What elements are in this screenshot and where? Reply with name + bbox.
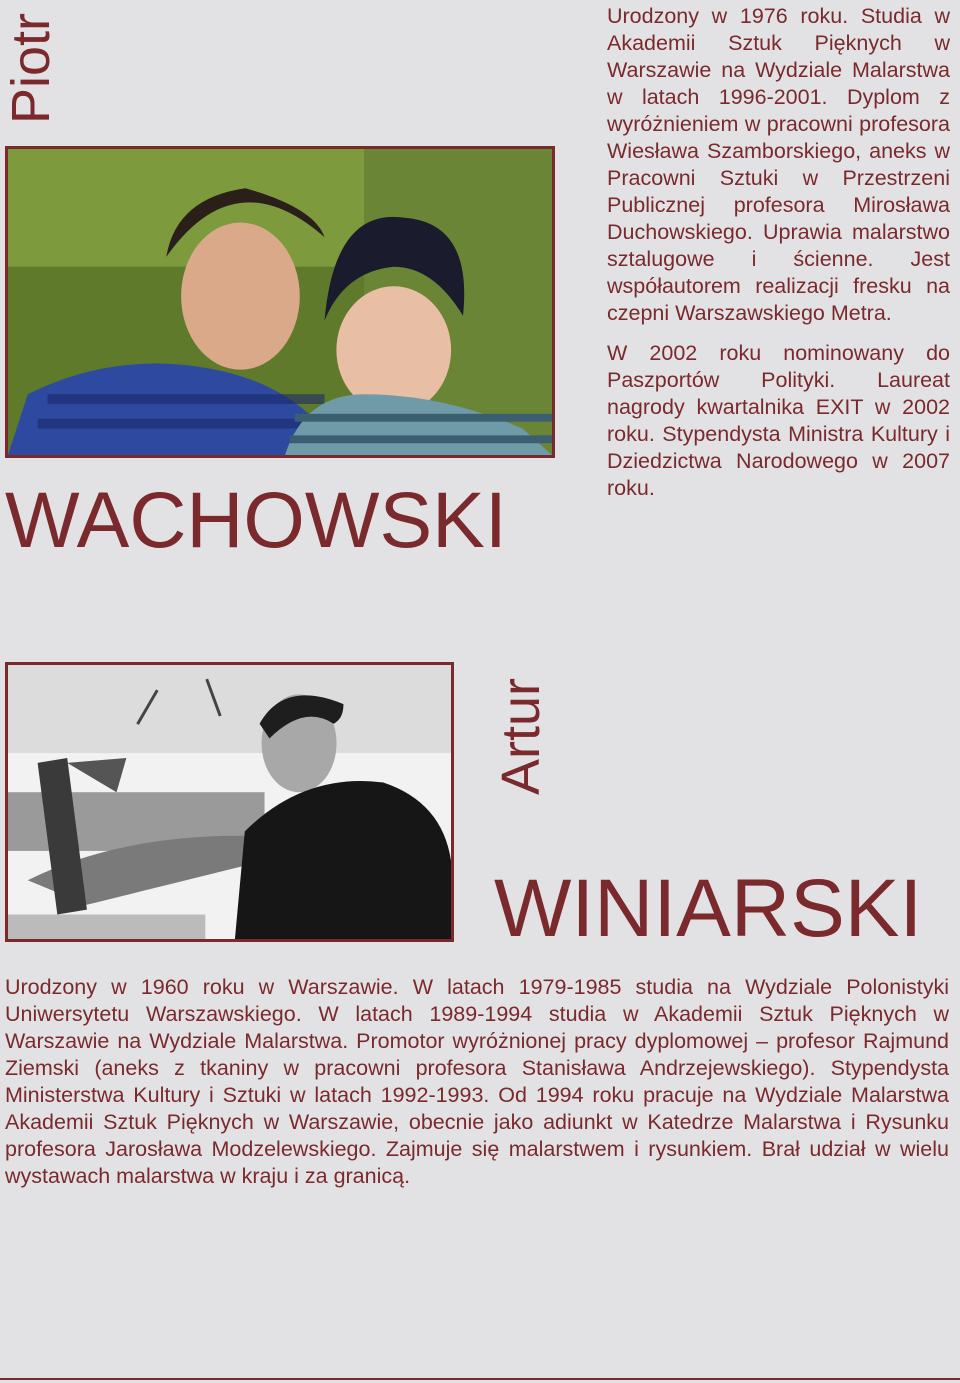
artist2-last-name: WINIARSKI (494, 863, 923, 954)
artist2-photo (5, 662, 454, 942)
bottom-divider (0, 1378, 960, 1380)
portrait-photo-icon (8, 665, 451, 939)
artist1-bio (607, 3, 950, 502)
artist1-bio-paragraph: W 2002 roku nominowany do Paszportów Polityki. Laureat nagrody kwartalnika EXIT w 2002 roku. Stypendysta Ministra Kultury i Dziedzictwa Narodowego w 2007 roku. (607, 341, 950, 500)
artist2-bio-paragraph: Urodzony w 1960 roku w Warszawie. W latach 1979-1985 studia na Wydziale Polonistyki Uniwersytetu Warszawskiego. W latach 1989-1994 studia w Akademii Sztuk Pięknych w Warszawie na Wydziale Malarstwa. Promotor wyróżnionej pracy dyplomowej – profesor Rajmund Ziemski (aneks z tkaniny w pracowni profesora Stanisława Andrzejewskiego). Stypendysta Ministerstwa Kultury i Sztuki w latach 1992-1993. Od 1994 roku pracuje na Wydziale Malarstwa Akademii Sztuk Pięknych w Warszawie, obecnie jako adiunkt w Katedrze Malarstwa i Rysunku profesora Jarosława Modzelewskiego. Zajmuje się malarstwem i rysunkiem. Brał udział w wielu wystawach malarstwa w kraju i za granicą. (5, 975, 949, 1188)
artist1-first-name: Piotr (1, 12, 61, 124)
artist1-last-name: WACHOWSKI (5, 475, 507, 564)
artist1-photo (5, 146, 555, 458)
artist1-bio-paragraph: Urodzony w 1976 roku. Studia w Akademii Sztuk Pięknych w Warszawie na Wydziale Malarstwa w latach 1996-2001. Dyplom z wyróżnieniem w pracowni profesora Wiesława Szamborskiego, aneks w Pracowni Sztuki w Przestrzeni Publicznej profesora Mirosława Duchowskiego. Uprawia malarstwo sztalugowe i ścienne. Jest współautorem realizacji fresku na czepni Warszawskiego Metra. (607, 4, 950, 325)
portrait-photo-icon (8, 149, 552, 455)
artist2-first-name: Artur (491, 677, 551, 795)
artist2-bio (5, 974, 949, 1190)
